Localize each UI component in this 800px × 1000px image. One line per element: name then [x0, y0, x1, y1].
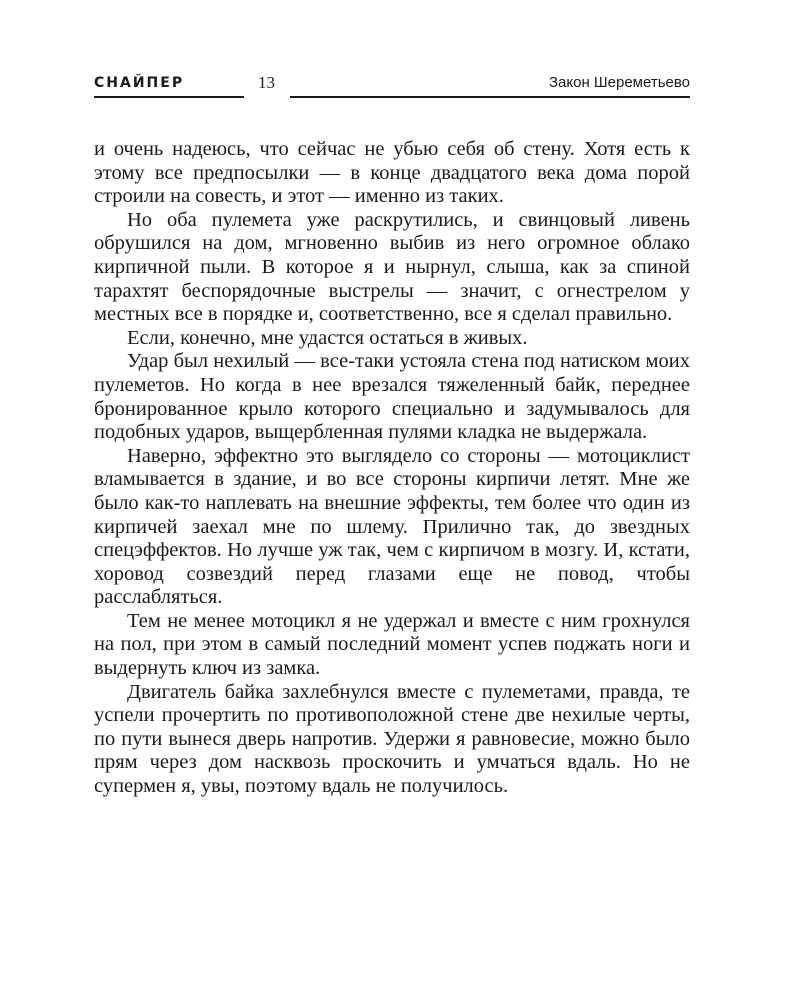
- series-name: СНАЙПЕР: [94, 75, 185, 91]
- header-rule-left: [94, 96, 244, 98]
- book-title: Закон Шереметьево: [548, 74, 690, 91]
- paragraph: Тем не менее мотоцикл я не удержал и вместе с ним грохнулся на пол, при этом в самый последний момент успев поджать ноги и выдернуть ключ из замка.: [94, 609, 690, 680]
- page-number: 13: [258, 73, 275, 92]
- paragraph: и очень надеюсь, что сейчас не убью себя об стену. Хотя есть к этому все предпосылки — в конце двадцатого века дома порой строили на совесть, и этот — именно из таких.: [94, 138, 690, 208]
- paragraph: Наверно, эффектно это выглядело со стороны — мотоциклист вламывается в здание, и во все стороны кирпичи летят. Мне же было как-то наплевать на внешние эффекты, тем более что один из кирпичей заехал мне по шлему. Прилично так, до звездных спецэффектов. Но лучше уж так, чем с кирпичом в мозгу. И, кстати, хоровод созвездий перед глазами еще не повод, чтобы расслабляться.: [94, 444, 690, 609]
- page-body: [94, 138, 690, 799]
- header-rule-right: [290, 96, 690, 98]
- paragraph: Двигатель байка захлебнулся вместе с пулеметами, правда, те успели прочертить по противоположной стене две нехилые черты, по пути вынеся дверь напротив. Удержи я равновесие, можно было прям через дом насквозь проскочить и умчаться вдаль. Но не супермен я, увы, поэтому вдаль не получилось.: [94, 680, 690, 798]
- paragraph: Но оба пулемета уже раскрутились, и свинцовый ливень обрушился на дом, мгновенно выбив из него огромное облако кирпичной пыли. В которое я и нырнул, слыша, как за спиной тарахтят беспорядочные выстрелы — значит, с огнестрелом у местных все в порядке и, соответственно, все я сделал правильно.: [94, 208, 690, 326]
- paragraph: Если, конечно, мне удастся остаться в живых.: [127, 326, 528, 349]
- paragraph: Удар был нехилый — все-таки устояла стена под натиском моих пулеметов. Но когда в нее врезался тяжеленный байк, переднее бронированное крыло которого специально и задумывалось для подобных ударов, выщербленная пулями кладка не выдержала.: [94, 350, 690, 444]
- running-header: [94, 74, 690, 100]
